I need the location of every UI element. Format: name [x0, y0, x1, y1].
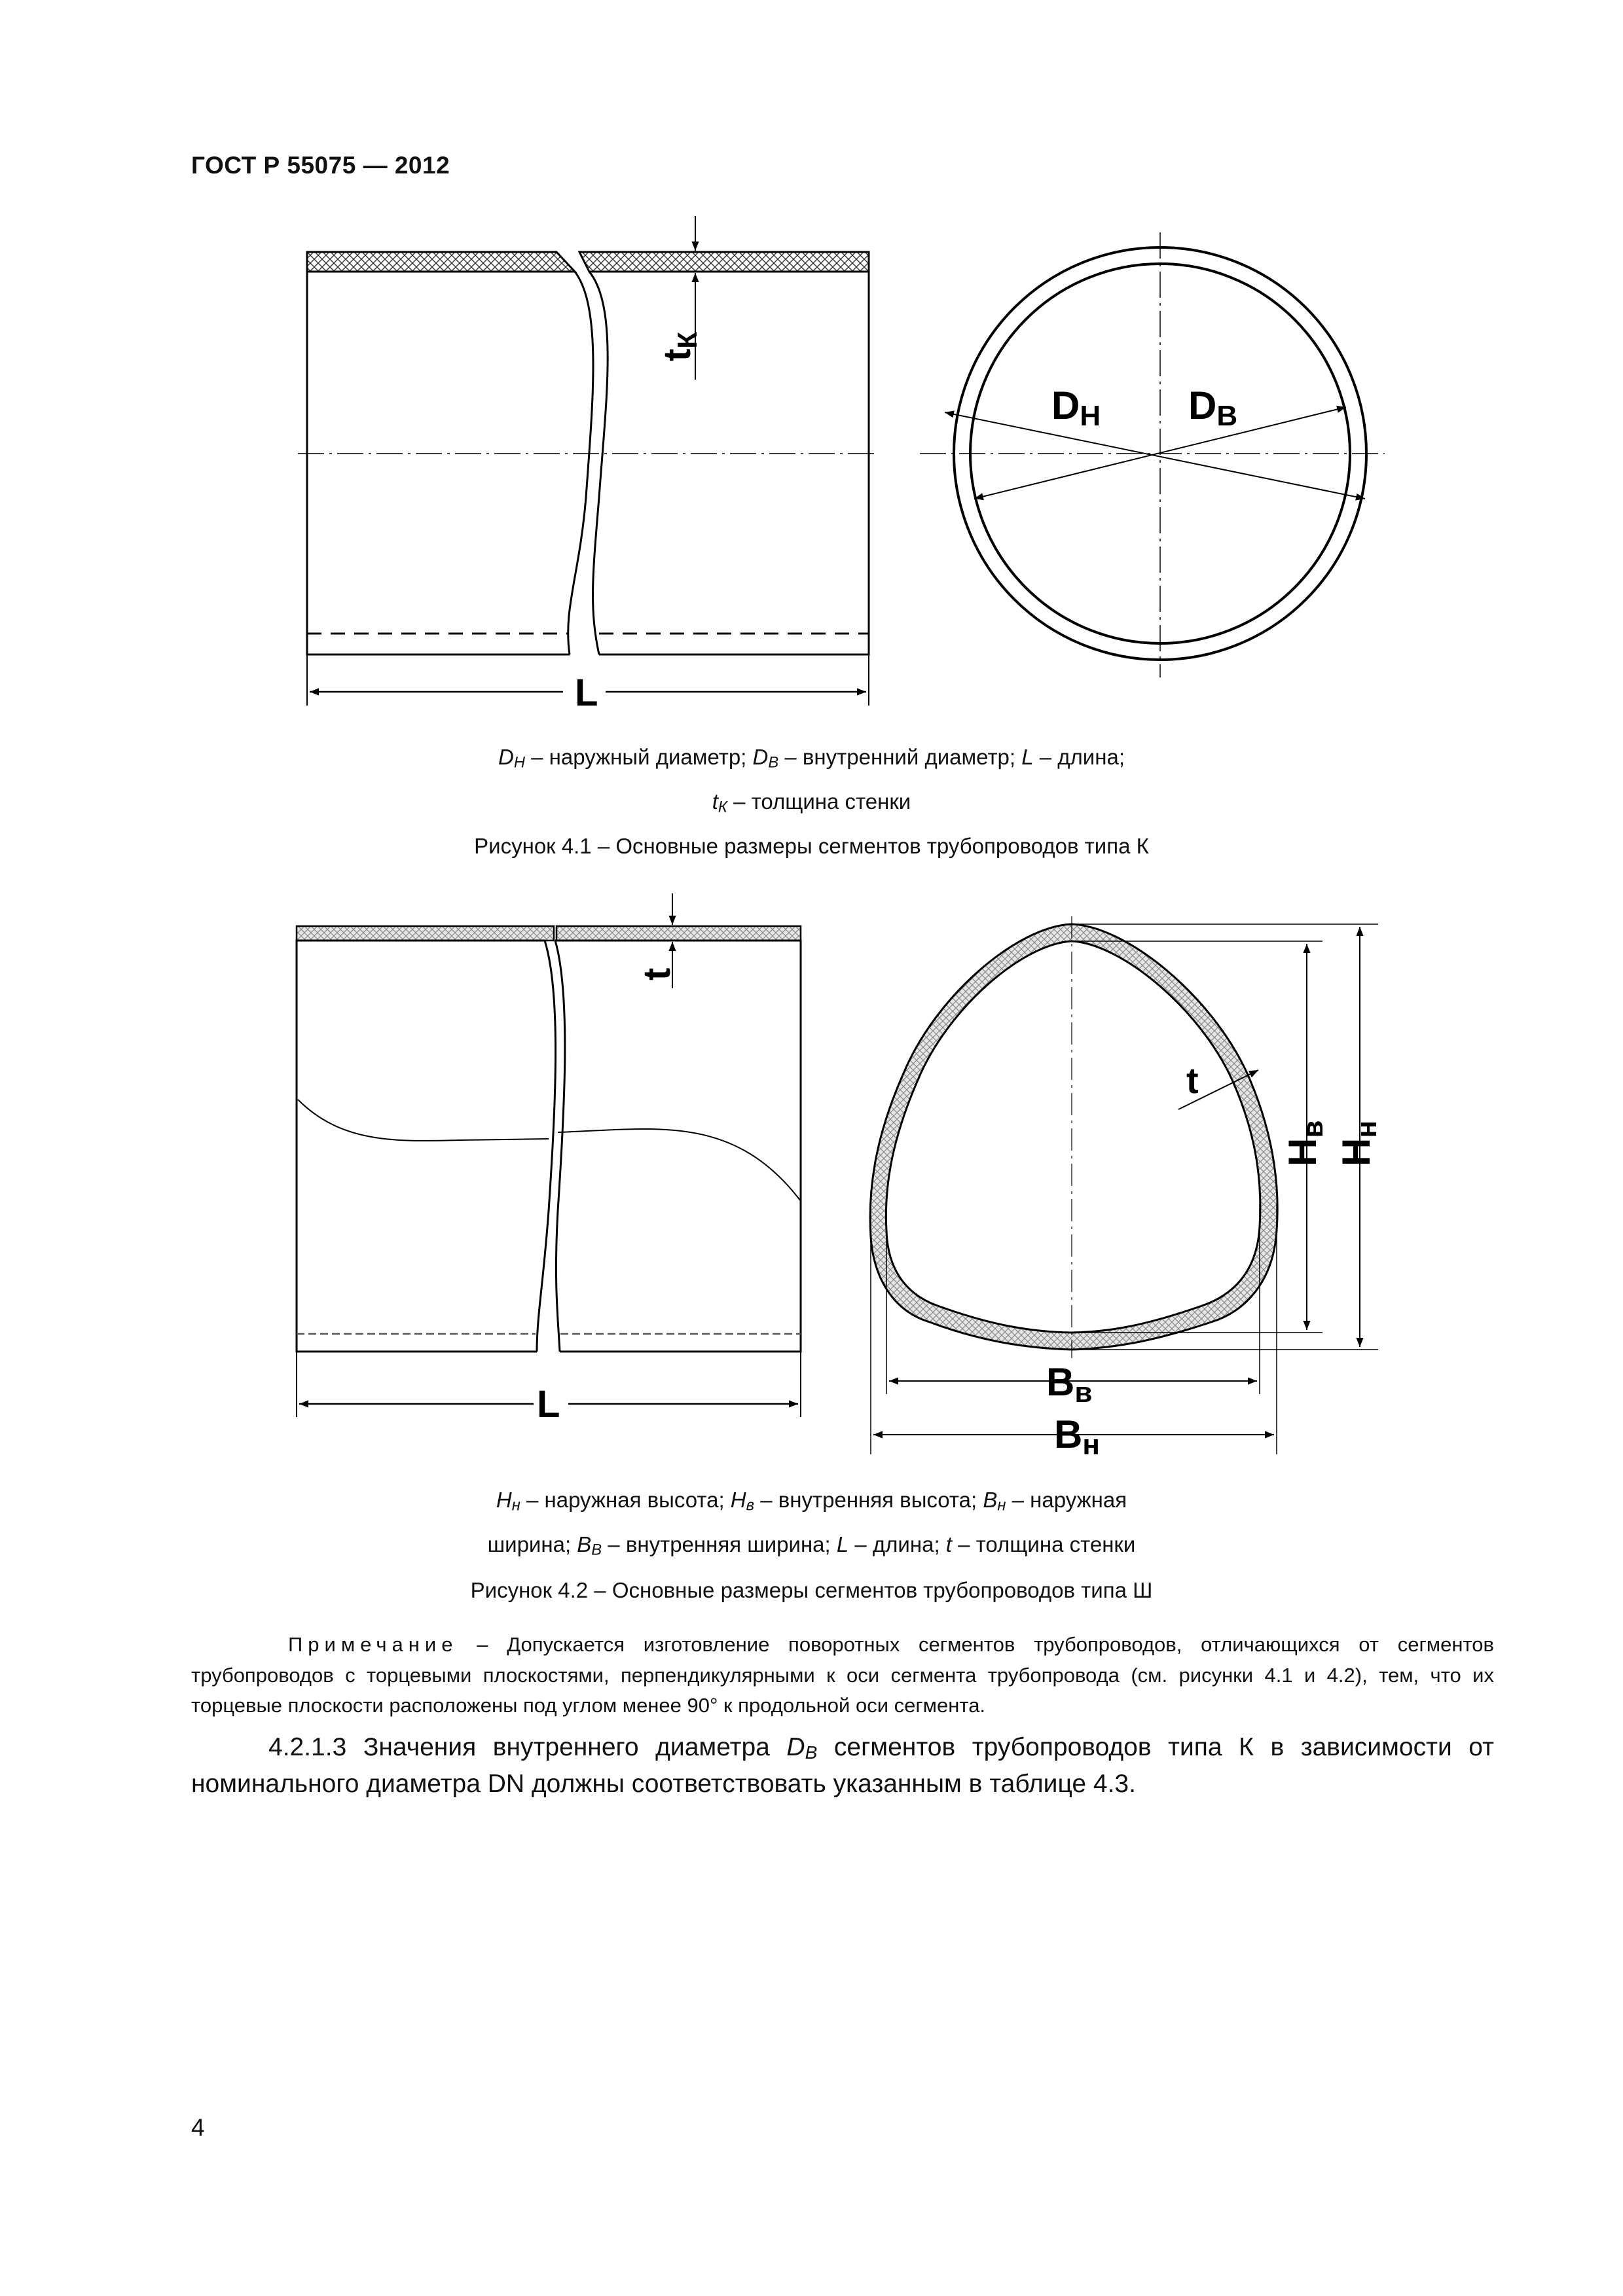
text-run: t: [712, 789, 718, 814]
svg-text:Hв: Hв: [1281, 1120, 1329, 1166]
text-run: – внутренняя ширина;: [602, 1532, 837, 1556]
text-run: – толщина стенки: [727, 789, 911, 814]
text-run: – длина;: [1033, 745, 1125, 769]
text-run: Н: [513, 753, 525, 772]
figure-4-2-pipe-cross-section: [870, 916, 1378, 1454]
text-run: В: [591, 1541, 602, 1559]
fig2-thickness-label: [636, 968, 678, 980]
text-run: D: [752, 745, 769, 769]
figure-4-1-pipe-cross-section: [920, 232, 1385, 677]
figure-4-1-legend-line1: [0, 744, 1623, 772]
note-label: Примечание: [288, 1633, 458, 1656]
note-text: – Допускается изготовление поворотных сегментов трубопроводов, отличающихся от сегментов трубопроводов с торцевыми плоскостями, перпендикулярными к оси сегмента трубопровода (см. рисунки 4.1 и 4.2), тем, что их торцевые плоскости расположены под углом менее 90° к продольной оси сегмента.: [191, 1633, 1494, 1717]
fig2-inner-height-label: [1281, 1121, 1329, 1166]
text-run: – внутренняя высота;: [754, 1488, 983, 1512]
document-header: ГОСТ Р 55075 — 2012: [191, 152, 450, 179]
figure-4-1-legend-line2: [0, 789, 1623, 817]
page-number: 4: [191, 2114, 205, 2141]
text-run: – наружная: [1006, 1488, 1127, 1512]
text-run: D: [498, 745, 514, 769]
text-run: сегментов трубопроводов типа К в зависимости от номинального диаметра DN должны соответствовать указанным в таблице 4.3.: [191, 1733, 1494, 1798]
fig1-inner-diameter-label: DВ: [1188, 384, 1238, 432]
fig1-length-label: L: [575, 672, 598, 714]
fig2-outer-height-label: [1334, 1121, 1383, 1166]
figure-4-2-legend-line1: [0, 1487, 1623, 1515]
figure-4-2-pipe-side-view: [297, 893, 801, 1417]
svg-text:tК: tК: [656, 332, 702, 361]
note-paragraph: [191, 1630, 1494, 1721]
text-run: – наружная высота;: [520, 1488, 731, 1512]
fig1-thickness-label: [656, 332, 702, 361]
svg-text:t: t: [636, 967, 678, 980]
text-run: B: [577, 1532, 592, 1556]
text-run: – внутренний диаметр;: [778, 745, 1022, 769]
text-run: В: [805, 1742, 818, 1763]
fig2-outer-width-label: Bн: [1054, 1412, 1100, 1461]
fig1-outer-diameter-label: DН: [1051, 384, 1101, 432]
main-paragraph: [191, 1729, 1494, 1802]
text-run: t: [945, 1532, 952, 1556]
text-run: B: [983, 1488, 998, 1512]
text-run: – длина;: [848, 1532, 946, 1556]
text-run: 4.2.1.3 Значения внутреннего диаметра: [268, 1733, 787, 1761]
figure-4-1-caption: Рисунок 4.1 – Основные размеры сегментов трубопроводов типа К: [474, 834, 1149, 858]
text-run: H: [496, 1488, 512, 1512]
text-run: в: [746, 1496, 755, 1515]
text-run: н: [997, 1496, 1006, 1515]
text-run: ширина;: [487, 1532, 577, 1556]
text-run: К: [718, 798, 727, 816]
fig2-inner-width-label: Bв: [1046, 1360, 1093, 1408]
text-run: L: [1021, 745, 1034, 769]
text-run: н: [511, 1496, 520, 1515]
svg-text:Hн: Hн: [1334, 1121, 1383, 1166]
figure-4-1-pipe-side-view: [298, 216, 877, 706]
text-run: В: [768, 753, 779, 772]
text-run: H: [730, 1488, 746, 1512]
text-run: L: [836, 1532, 849, 1556]
text-run: – наружный диаметр;: [524, 745, 753, 769]
text-run: – толщина стенки: [951, 1532, 1136, 1556]
fig2-length-label: L: [537, 1383, 560, 1426]
figure-4-2-caption: Рисунок 4.2 – Основные размеры сегментов трубопроводов типа Ш: [470, 1578, 1153, 1602]
text-run: D: [786, 1733, 805, 1761]
figure-4-2-legend-line2: [0, 1532, 1623, 1560]
fig2-wall-thickness-label: t: [1186, 1060, 1199, 1101]
main-paragraph-runs: [191, 1733, 1494, 1798]
